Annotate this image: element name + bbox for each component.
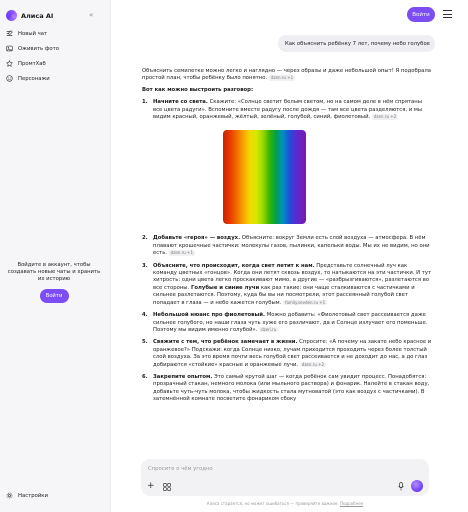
source-badge[interactable]: family.sevden.ru +1 [285,299,326,305]
characters-icon [6,75,13,82]
header-login-button[interactable]: Войти [407,7,435,22]
new-chat-icon [6,30,13,37]
rainbow-spectrum-image[interactable] [223,130,306,224]
app-name: Алиса AI [21,11,54,20]
login-prompt-text: Войдите в аккаунт, чтобы создавать новые чаты и хранить их историю [7,262,101,282]
assistant-message [142,68,432,404]
source-badge[interactable]: dzen.ru +1 [170,250,194,256]
list-item: 4. Небольшой нюанс про фиолетовый. Можно добавить: «Фиолетовый свет рассеивается даже сильнее голубого, но наши глаза чуть хуже его различают, да и Солнце излучает его поменьше. Поэтому мы видим именно голубой». dzen.ru [142,312,428,333]
brand[interactable] [6,10,53,21]
source-badge[interactable]: dzen.ru [261,326,277,332]
microphone-icon[interactable] [398,482,404,491]
login-prompt [4,262,104,303]
message-input[interactable]: Спросите о чём угодно [148,466,213,472]
list-item: 3. Объясните, что происходит, когда свет летит к нам. Представьте солнечный луч как команду цветных «гонцов». Когда они летят сквозь воздух, то натыкаются на эти частички. И тут хитрость: одни цвета легко проскакивают мимо, а другие — «разбрызгиваются», разлетаются во все стороны. Голубые и синие лучи как раз такие: они чаще сталкиваются с частичками и сильнее разлетаются. Поэтому, куда бы вы ни посмотрели, этот рассеянный голубой свет попадает в глаза — и небо кажется голубым. family.sevden.ru +1 [142,262,432,306]
alice-logo-icon [6,10,17,21]
settings-label: Настройки [18,492,48,499]
sidebar-item-new-chat[interactable] [4,26,106,41]
sidebar-login-button[interactable]: Войти [40,289,69,303]
alice-voice-button[interactable] [411,480,423,492]
disclaimer: Алиса старается, но может ошибаться — проверяйте важное. Подробнее [206,501,364,506]
sidebar-nav [4,26,106,86]
source-badge[interactable]: dzen.ru +2 [373,114,397,120]
sidebar-item-label: Оживить фото [18,45,59,52]
list-item: 5. Свяжите с тем, что ребёнок замечает в жизни. Спросите: «А почему на закате небо красное и оранжевое?» Подскажи: когда Солнце низко, лучам приходится проходить через более толстый слой воздуха. За это время почти весь голубой свет рассеивается и не доходит до нас, а до глаз добираются «стойкие» красные и оранжевые лучи. dzen.ru +2 [142,339,432,368]
list-item: 1. Начните со света. Скажите: «Солнце светит белым светом, но на самом деле в нём спрятаны все цвета радуги». Вспомните вместе радугу после дождя — там все цвета разделяются, и мы видим красный, оранжевый, жёлтый, зелёный, голубой, синий, фиолетовый. dzen.ru +2 [142,99,423,121]
list-item: 2. Добавьте «героя» — воздух. Объясните: вокруг Земли есть слой воздуха — атмосфера. В нём плавают крошечные частички: молекулы газов, пылинки, капельки воды. Мы их не видим, но они есть. dzen.ru +1 [142,235,430,257]
message-composer[interactable] [141,459,429,496]
user-message: Как объяснить ребёнку 7 лет, почему небо голубое [278,35,435,52]
sidebar-item-characters[interactable] [4,71,106,86]
sidebar-item-label: ПромтХаб [18,60,46,67]
list-item: 6. Закрепите опытом. Это самый крутой шаг — когда ребёнок сам увидит процесс. Понадобятся: прозрачный стакан, немного молока (или мыльного раствора) и фонарик. Налейте в стакан воду, добавьте чуть-чуть молока, чтобы жидкость стала мутноватой (это как воздух с частичками). В затемнённой комнате посветите фонариком сбоку [142,373,430,403]
gear-icon [6,492,13,499]
source-badge[interactable]: dzen.ru +1 [270,75,294,81]
photo-icon [6,45,13,52]
collapse-sidebar-icon[interactable]: « [89,11,94,19]
more-link[interactable]: Подробнее [339,501,364,506]
sidebar-item-prompt-hub[interactable] [4,56,106,71]
answer-intro: Объяснить семилетке можно легко и наглядно — через образы и даже небольшой опыт! Я подобрала простой план, чтобы ребёнку было понятно. dzen.ru +1 [142,68,431,82]
apps-grid-icon[interactable] [163,483,171,491]
sidebar-item-animate-photo[interactable] [4,41,106,56]
answer-heading: Вот как можно выстроить разговор: [142,86,254,93]
menu-icon[interactable] [443,10,452,18]
sidebar [0,0,111,512]
settings-button[interactable] [6,492,48,499]
sidebar-item-label: Новый чат [18,30,48,37]
plus-icon[interactable]: + [147,481,155,491]
prompt-hub-icon [6,60,13,67]
source-badge[interactable]: dzen.ru +2 [301,361,325,367]
sidebar-item-label: Персонажи [18,75,50,82]
